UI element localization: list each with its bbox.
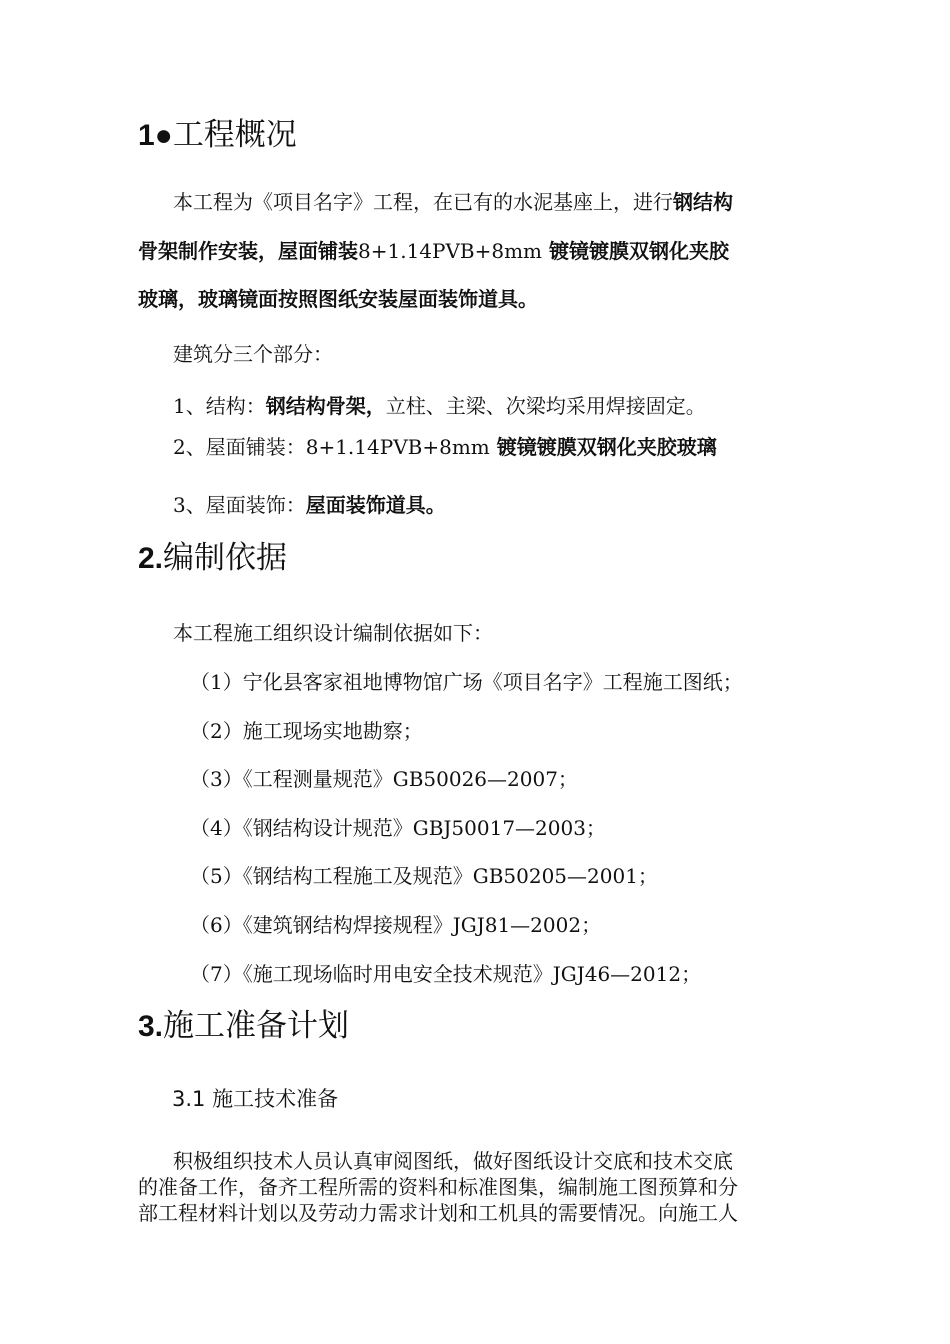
intro-bold: 镀镜镀膜双钢化夹胶 xyxy=(542,239,729,263)
section-title: 施工准备计划 xyxy=(163,1008,350,1044)
part-label: 2、屋面铺装：8+1.14PVB+8mm xyxy=(173,435,490,459)
part-bold: 钢结构骨架， xyxy=(265,394,386,418)
intro-bold: 玻璃，玻璃镜面按照图纸安装屋面装饰道具。 xyxy=(138,287,538,311)
parts-lead: 建筑分三个部分： xyxy=(173,342,333,366)
part-rest: 立柱、主梁、次梁均采用焊接固定。 xyxy=(385,394,706,418)
section-2-heading xyxy=(138,538,287,579)
basis-item: （7）《施工现场临时用电安全技术规范》JGJ46—2012； xyxy=(190,962,702,986)
basis-item: （4）《钢结构设计规范》GBJ50017—2003； xyxy=(190,816,606,840)
paragraph-line: 的准备工作，备齐工程所需的资料和标准图集，编制施工图预算和分 xyxy=(138,1175,738,1199)
intro-bold: 钢结构 xyxy=(673,190,733,214)
section-3-heading xyxy=(138,1006,349,1047)
subsection-heading: 3.1 施工技术准备 xyxy=(172,1087,339,1111)
part-item xyxy=(173,491,446,519)
section-number: 1● xyxy=(138,119,173,152)
intro-text: 8+1.14PVB+8mm xyxy=(358,239,543,263)
section-number: 3. xyxy=(138,1010,164,1043)
part-label: 1、结构： xyxy=(173,394,266,418)
part-bold: 屋面装饰道具。 xyxy=(305,493,446,517)
intro-line-1 xyxy=(173,188,733,216)
intro-line-3 xyxy=(138,285,538,313)
section-title: 工程概况 xyxy=(172,117,297,153)
section-1-heading xyxy=(138,115,297,156)
intro-bold: 骨架制作安装，屋面铺装 xyxy=(138,239,358,263)
intro-line-2 xyxy=(138,237,729,265)
basis-item: （2）施工现场实地勘察； xyxy=(190,719,423,743)
basis-item: （6）《建筑钢结构焊接规程》JGJ81—2002； xyxy=(190,913,602,937)
paragraph-line: 积极组织技术人员认真审阅图纸，做好图纸设计交底和技术交底 xyxy=(173,1149,733,1173)
basis-item: （5）《钢结构工程施工及规范》GB50205—2001； xyxy=(190,864,658,888)
basis-item: （1）宁化县客家祖地博物馆广场《项目名字》工程施工图纸； xyxy=(190,670,743,694)
section-number: 2. xyxy=(138,542,164,575)
part-bold: 镀镜镀膜双钢化夹胶玻璃 xyxy=(489,435,717,459)
section-title: 编制依据 xyxy=(163,540,288,576)
part-label: 3、屋面装饰： xyxy=(173,493,306,517)
intro-text: 本工程为《项目名字》工程，在已有的水泥基座上，进行 xyxy=(173,190,673,214)
basis-item: （3）《工程测量规范》GB50026—2007； xyxy=(190,767,578,791)
basis-lead: 本工程施工组织设计编制依据如下： xyxy=(173,621,493,645)
part-item xyxy=(173,433,717,461)
part-item xyxy=(173,392,706,420)
paragraph-line: 部工程材料计划以及劳动力需求计划和工机具的需要情况。向施工人 xyxy=(138,1201,738,1225)
